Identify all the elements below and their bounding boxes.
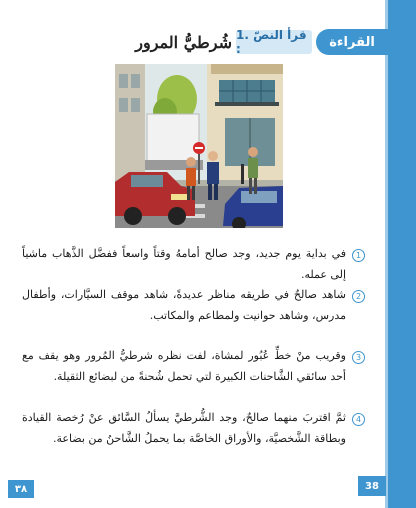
margin-bar [388, 0, 416, 508]
paragraph-number-3: 3 [352, 351, 365, 364]
section-tab: القراءة [316, 29, 388, 55]
paragraph-number-1: 1 [352, 249, 365, 262]
lesson-label: 1. قرأ النصّ : [236, 30, 312, 54]
street-scene-image [115, 64, 283, 228]
paragraph-3: وقريب منْ خطِّ عُبُور لمشاة، لفت نظره شرطيُّ المُرور وهو يقف مع أحد سائقي الشَّاحنات الكبيرة لتي تحمل شُحنةً من لبضائع الثقيلة. [22, 349, 346, 383]
page-title: شُرطيُّ المرور [135, 32, 232, 52]
paragraph-2: شاهد صالحٌ في طريقه مناظر عديدةً، شاهد موقف السيَّارات، وأطفال مدرس، وشاهد حوانيت ولمطاعم والمكاتب. [22, 288, 346, 322]
traffic-police-illustration [115, 64, 283, 228]
paragraph-number-2: 2 [352, 290, 365, 303]
page-number: 38 [358, 476, 386, 496]
paragraph-number-4: 4 [352, 413, 365, 426]
page-number-arabic: ٣٨ [8, 480, 34, 498]
paragraph-4: ثمَّ اقتربَ منهما صالحٌ، وجد الشُّرطيَّ يسألُ السَّائق عنْ رُخصة القيادة وبطاقة الشَّخصيَّة، والأوراق الخاصَّة بما يحملُ الشَّاحنُ من بضاعة. [22, 411, 346, 445]
paragraph-1: في بداية يوم جديد، وجد صالح أمامهُ وقتاً واسعاً ففضَّل الذَّهاب ماشياً إلى عمله. [22, 247, 346, 281]
